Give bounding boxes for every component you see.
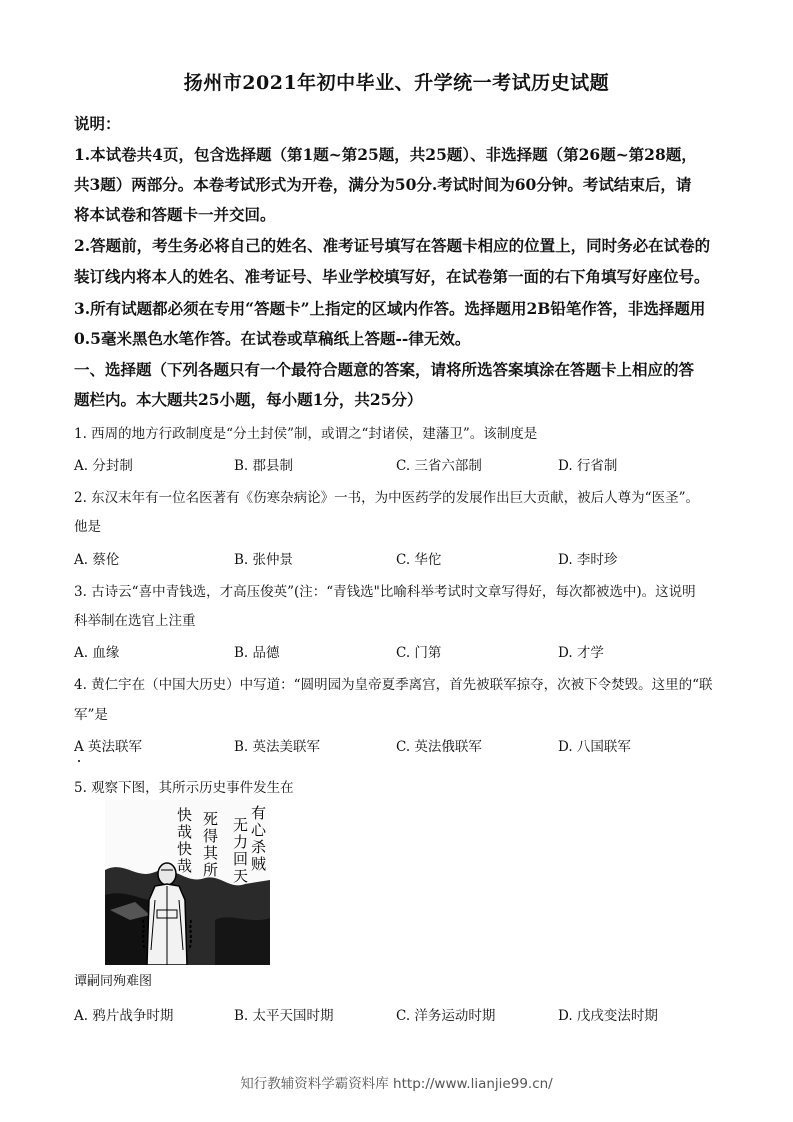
question-3-stem: 科举制在选官上注重 (74, 613, 196, 629)
calligraphy-char: 杀 (251, 838, 267, 856)
calligraphy-char: 哉 (177, 857, 193, 875)
question-1-option-c: C. 三省六部制 (396, 458, 482, 474)
question-2-option-d: D. 李时珍 (558, 552, 618, 568)
calligraphy-char: 天 (233, 867, 249, 885)
calligraphy-column-3 (203, 810, 219, 879)
figure-caption: 谭嗣同殉难图 (74, 974, 153, 989)
calligraphy-char: 所 (203, 861, 219, 879)
question-5-stem: 5. 观察下图，其所示历史事件发生在 (74, 780, 294, 796)
calligraphy-char: 力 (233, 833, 249, 851)
instruction-line: 装订线内将本人的姓名、准考证号、毕业学校填写好，在试卷第一面的右下角填写好座位号。 (74, 267, 710, 286)
stray-mark (78, 760, 80, 762)
question-1-option-a: A. 分封制 (74, 458, 133, 474)
question-2-stem: 2. 东汉末年有一位名医著有《伤寒杂病论》一书，为中医药学的发展作出巨大贡献，被后人尊为“医圣”。 (74, 490, 699, 506)
question-4-stem: 4. 黄仁宇在（中国大历史）中写道：“圆明园为皇帝夏季离宫，首先被联军掠夺，次被下令焚毁。这里的“联 (74, 677, 713, 693)
calligraphy-column-1 (251, 804, 267, 873)
question-2-option-b: B. 张仲景 (234, 552, 294, 568)
question-2-stem: 他是 (74, 519, 101, 535)
instruction-line: 3.所有试题都必须在专用“答题卡”上指定的区域内作答。选择题用2B铅笔作答，非选择题用 (74, 299, 706, 318)
calligraphy-char: 无 (233, 816, 249, 834)
footer-watermark: 知行教辅资料学霸资料库 http://www.lianjie99.cn/ (240, 1076, 553, 1092)
question-5-option-a: A. 鸦片战争时期 (74, 1008, 174, 1024)
calligraphy-char: 得 (203, 827, 219, 845)
question-4-stem: 军”是 (74, 707, 108, 723)
instruction-line: 2.答题前，考生务必将自己的姓名、准考证号填写在答题卡相应的位置上，同时务必在试卷的 (74, 236, 711, 255)
question-1-option-b: B. 郡县制 (234, 458, 294, 474)
calligraphy-char: 其 (203, 844, 219, 862)
instructions-heading: 说明： (74, 114, 121, 133)
calligraphy-char: 死 (203, 810, 219, 828)
question-3-option-b: B. 品德 (234, 645, 280, 661)
instruction-line: 共3题）两部分。本卷考试形式为开卷，满分为50分.考试时间为60分钟。考试结束后，请 (74, 175, 692, 194)
calligraphy-char: 快 (177, 840, 193, 858)
illustration-image (105, 800, 270, 965)
question-4-option-b: B. 英法美联军 (234, 739, 321, 755)
calligraphy-char: 哉 (177, 823, 193, 841)
calligraphy-char: 贼 (251, 855, 267, 873)
question-2-option-c: C. 华佗 (396, 552, 442, 568)
calligraphy-char: 有 (251, 804, 267, 822)
exam-title: 扬州市2021年初中毕业、升学统一考试历史试题 (183, 72, 610, 94)
calligraphy-column-2 (233, 816, 248, 885)
question-5-option-b: B. 太平天国时期 (234, 1008, 334, 1024)
question-3-option-c: C. 门第 (396, 645, 442, 661)
question-5-option-c: C. 洋务运动时期 (396, 1008, 496, 1024)
question-3-stem: 3. 古诗云“喜中青钱选，才高压俊英”(注：“青钱选"比喻科举考试时文章写得好，每次都被选中)。这说明 (74, 584, 696, 600)
calligraphy-char: 回 (233, 850, 249, 868)
instruction-line: 0.5毫米黑色水笔作答。在试卷或草稿纸上答题--律无效。 (74, 329, 471, 348)
calligraphy-column-4 (177, 806, 192, 875)
question-1-option-d: D. 行省制 (558, 458, 618, 474)
historical-illustration (105, 800, 270, 965)
instruction-line: 1.本试卷共4页，包含选择题（第1题~第25题，共25题）、非选择题（第26题~第28题， (74, 145, 697, 164)
calligraphy-char: 快 (177, 806, 193, 824)
calligraphy-char: 心 (251, 821, 267, 839)
question-2-option-a: A. 蔡伦 (74, 552, 120, 568)
instruction-line: 将本试卷和答题卡一并交回。 (74, 205, 276, 224)
section-heading: 一、选择题（下列各题只有一个最符合题意的答案，请将所选答案填涂在答题卡上相应的答 (74, 360, 695, 379)
section-heading: 题栏内。本大题共25小题，每小题1分，共25分） (74, 390, 423, 409)
question-4-option-d: D. 八国联军 (558, 739, 631, 755)
question-5-option-d: D. 戊戌变法时期 (558, 1008, 658, 1024)
question-4-option-a: A 英法联军 (74, 739, 143, 755)
question-1-stem: 1. 西周的地方行政制度是“分土封侯”制，或谓之“封诸侯，建藩卫”。该制度是 (74, 426, 538, 442)
question-4-option-c: C. 英法俄联军 (396, 739, 482, 755)
question-3-option-a: A. 血缘 (74, 645, 120, 661)
question-3-option-d: D. 才学 (558, 645, 604, 661)
